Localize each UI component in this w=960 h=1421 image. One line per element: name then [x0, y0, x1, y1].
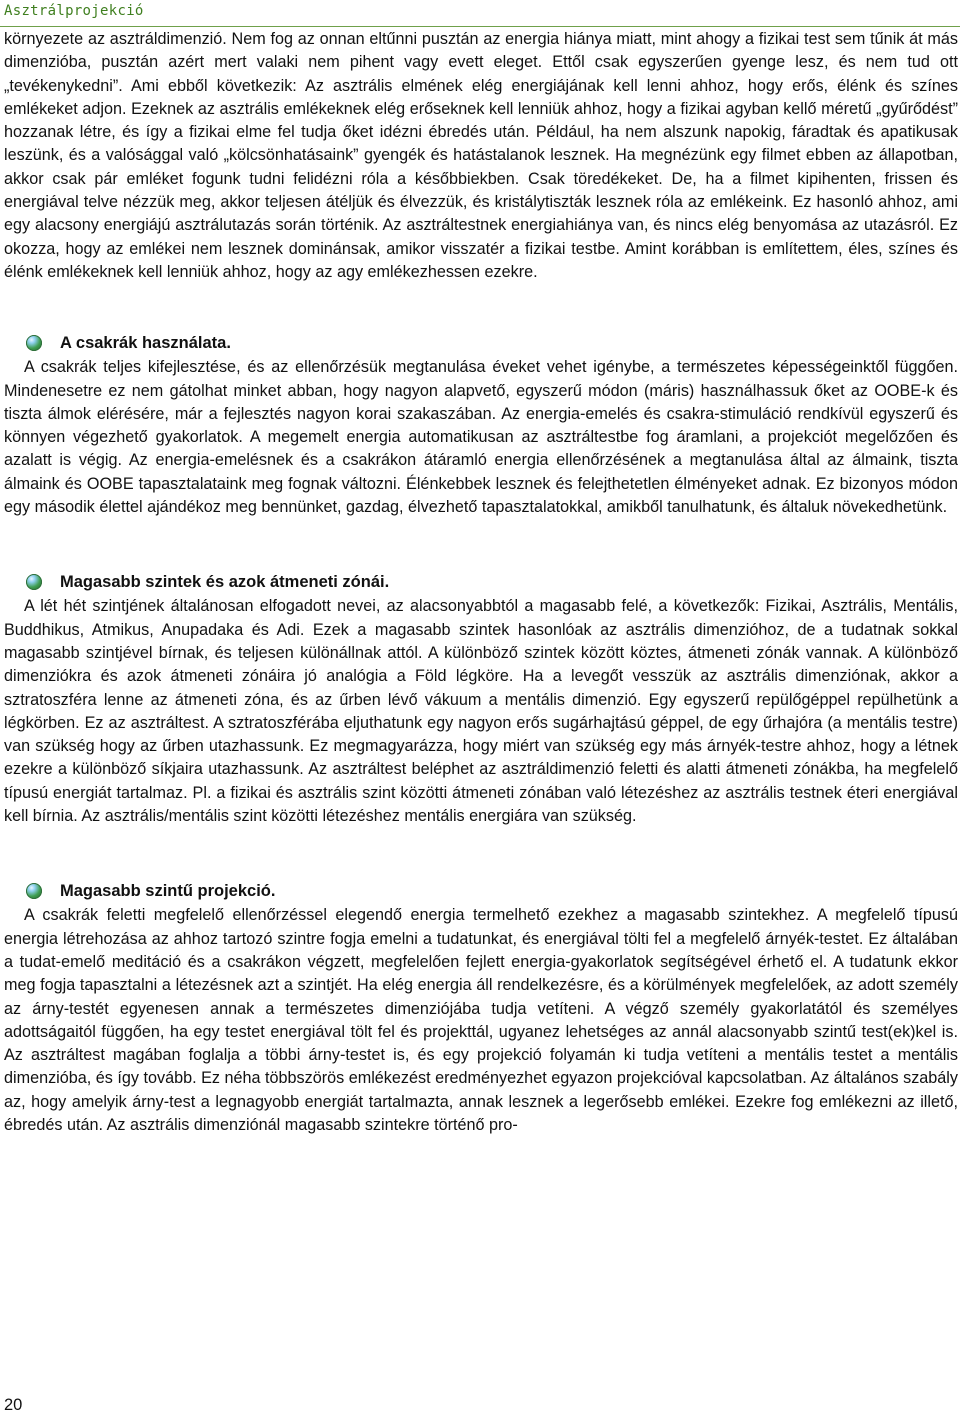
section-heading — [4, 878, 958, 904]
sphere-bullet-icon — [26, 574, 42, 590]
running-title: Asztrálprojekció — [4, 3, 144, 19]
section-heading-text: Magasabb szintek és azok átmeneti zónái. — [60, 572, 390, 591]
page-number: 20 — [4, 1396, 23, 1414]
sphere-bullet-icon — [26, 883, 42, 899]
section-higher-levels — [4, 569, 958, 828]
section-paragraph: A lét hét szintjének általánosan elfogadott nevei, az alacsonyabbtól a magasabb felé, a következők: Fizikai, Asztrális, Mentális, Buddhikus, Atmikus, Anupadaka és Adi. Ezek a magasabb szintek hasonlóak az asztrális dimenzióhoz, de a tudatnak sokkal magasabb szintjével bírnak, és teljesen különállnak attól. A különböző szintek között köztes, átmeneti zónák vannak. A különböző dimenziókra és azok átmeneti zónáira jó analógia a Föld légköre. Ha a levegőt vesszük az asztrális dimenziónak, akkor a sztratoszféra lenne az átmeneti zóna, és az űrben lévő vákuum a mentális dimenzió. Egy egyszerű repülőgéppel repülhetünk a légkörben. Ez az asztráltest. A sztratoszférába eljuthatunk egy nagyon erős sugárhajtású géppel, de egy űrhajóra (a mentális testre) van szükség hogy az űrben utazhassunk. Ez megmagyarázza, hogy miért van szükség egy más árnyék-testre ahhoz, hogy a létnek ezekre a különböző síkjaira utazhassunk. Az asztráltest beléphet az asztráldimenzió feletti és alatti átmeneti zónákba, ha megfelelő típusú energiát tartalmaz. Pl. a fizikai és asztrális szint közötti átmeneti zónában való létezéshez az asztrális testnek éteri energiával kell bírnia. Az asztrális/mentális szint közötti létezéshez mentális energiára van szükség. — [4, 597, 958, 826]
section-heading — [4, 330, 958, 356]
section-heading-text: A csakrák használata. — [60, 333, 231, 352]
section-heading-text: Magasabb szintű projekció. — [60, 881, 276, 900]
section-paragraph: A csakrák feletti megfelelő ellenőrzéssel elegendő energia termelhető ezekhez a magasabb szintekhez. A megfelelő típusú energia létrehozása az ahhoz tartozó szintre fogja emelni a tudatunkat, és energiával tölti fel a megfelelő árnyék-testet. Ez általában a tudat-emelő meditáció és a csakrákon végzett, megfelelően fejlett energia-gyakorlatok segítségével érhető el. A tudatunk ekkor meg fogja tapasztalni a létezésnek azt a szintjét. Ha elég energia áll rendelkezésre, és a körülmények megfelelőek, az adott személy az árny-testét egyenesen annak a természetes dimenziójába tudja vetíteni. A végző személy gyakorlatától és személyes adottságaitól függően, ha egy testet energiával tölt fel és projekttál, ugyanez lehetséges az annál alacsonyabb szintű test(ek)kel is. Az asztráltest magában foglalja a többi árny-testet is, és egy projekció folyamán ki tudja vetíteni a mentális testet a mentális dimenzióba, és így tovább. Ez néha többszörös emlékezést eredményezhet egyazon projekcióval kapcsolatban. Az általános szabály az, hogy amelyik árny-test a legnagyobb energiát tartalmazta, annak lesznek a legerősebb emlékei. Ezekre fog emlékezni az illető, ébredés után. Az asztrális dimenziónál magasabb szintekre történő pro- — [4, 906, 958, 1134]
section-higher-projection — [4, 878, 958, 1137]
section-paragraph: A csakrák teljes kifejlesztése, és az ellenőrzésük megtanulása éveket vehet igénybe, a természetes képességeinktől függően. Mindenesetre ez nem gátolhat minket abban, hogy nagyon alapvető, egyszerű módon (máris) használhassuk őket az OOBE-k és tiszta álmok elérésére, már a fejlesztés nagyon korai szakaszában. Az energia-emelés és csakra-stimuláció rendkívül egyszerű és könnyen végezhető gyakorlatok. A megemelt energia automatikusan az asztráltestbe fog áramlani, a projekciót megelőzően és azalatt is végig. Az energia-emelésnek és a csakrákon átáramló energia ellenőrzésének a megtanulása által az álmaink, tiszta álmaink és OOBE tapasztalataink meg fognak változni. Élénkebbek lesznek és felejthetetlen élményeket adnak. Ez bizonyos módon egy második élettel ajándékoz meg bennünket, gazdag, élvezhető tapasztalatokkal, amikből tanulhatunk, és általuk növekedhetünk. — [4, 358, 958, 517]
intro-paragraph: környezete az asztráldimenzió. Nem fog az onnan eltűnni pusztán az energia hiánya miatt, mint ahogy a fizikai test sem tűnik át más dimenzióba, pusztán azért mert valaki nem pihent vagy evett eleget. Ettől csak egyszerűen gyenge lesz, és nem tud ott „tevékenykedni”. Ami ebből következik: Az asztrális elmének elég energiájának kell lenni ahhoz, hogy erős, élénk és színes emlékeket adjon. Ezeknek az asztrális emlékeknek elég erőseknek kell lenniük ahhoz, hogy a fizikai agyban kellő méretű „gyűrődést” hozzanak létre, és így a fizikai elme fel tudja őket idézni ébredés után. Például, ha nem alszunk napokig, fáradtak és apatikusak leszünk, és a valósággal való „kölcsönhatásaink” gyengék és hatástalanok lesznek. Ha megnézünk egy filmet ebben az állapotban, akkor csak pár emléket fogunk tudni felidézni róla a későbbiekben. Csak töredékeket. De, ha a filmet kipihenten, frissen és energiával telve nézzük meg, akkor teljesen átéljük és élvezzük, és kristálytiszták lesznek róla az emlékeink. Ez hasonló ahhoz, ami egy alacsony energiájú asztrálutazás során történik. Az asztráltestnek energiahiánya van, és nincs elég benyomása az utazásról. Ez okozza, hogy az emlékei nem lesznek dominánsak, amikor visszatér a fizikai testbe. Amint korábban is említettem, éles, színes és élénk emlékeknek kell lenniük ahhoz, hogy az agy emlékezhessen ezekre. — [4, 30, 958, 281]
section-heading — [4, 569, 958, 595]
section-chakras — [4, 330, 958, 519]
running-header — [0, 0, 960, 27]
page-body — [4, 28, 958, 1137]
sphere-bullet-icon — [26, 335, 42, 351]
